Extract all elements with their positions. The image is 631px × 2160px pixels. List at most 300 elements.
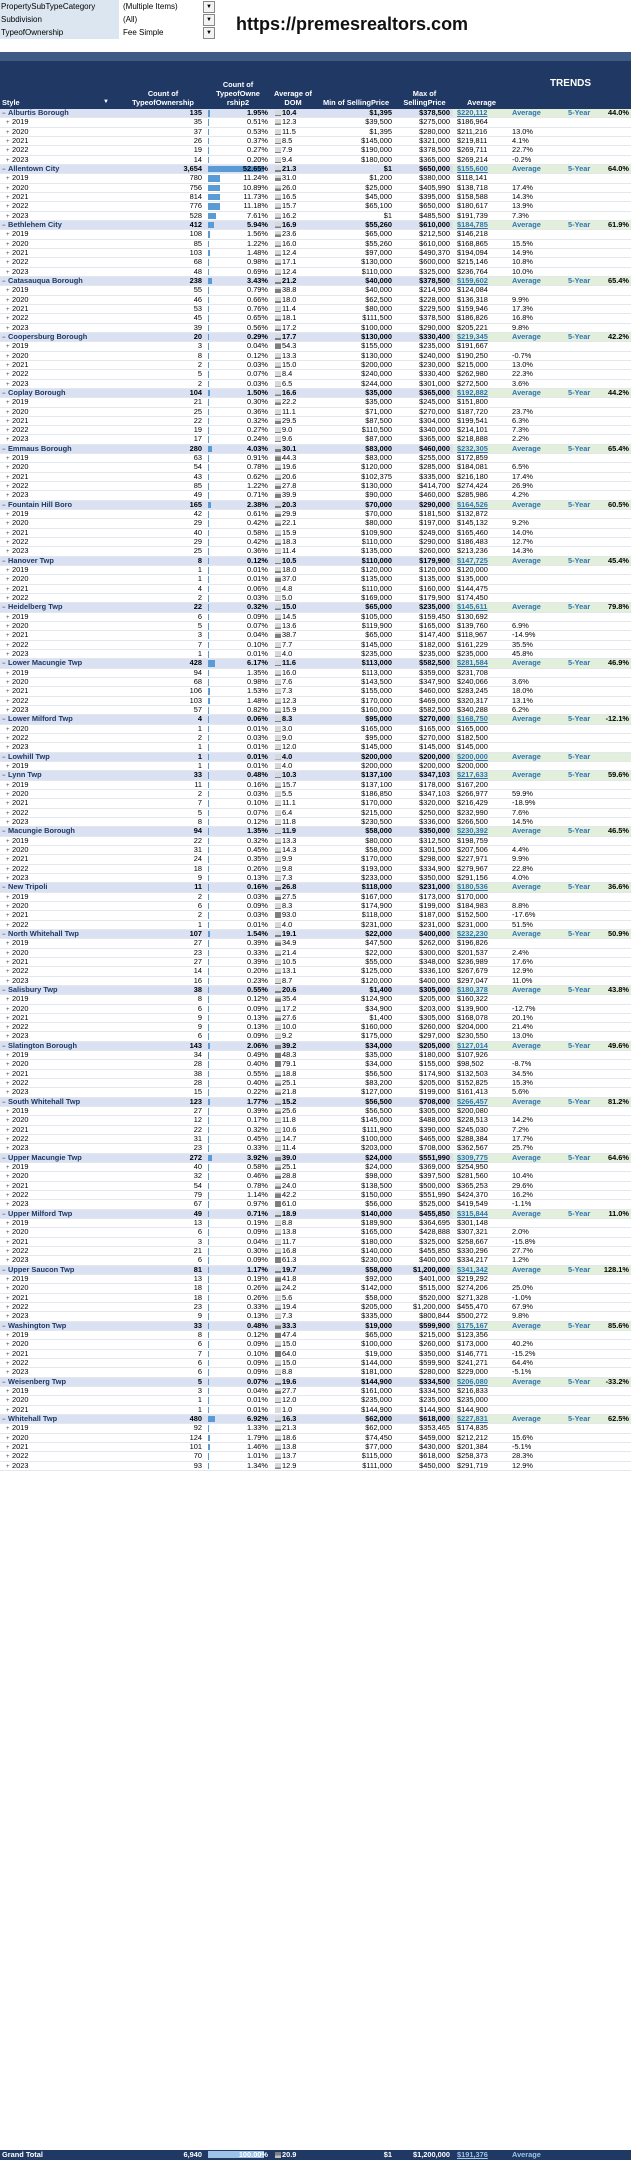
year-cell[interactable]: [0, 1275, 120, 1283]
year-cell[interactable]: [0, 286, 120, 294]
expand-toggle-icon[interactable]: +: [6, 493, 10, 500]
year-cell[interactable]: [0, 380, 120, 388]
group-average[interactable]: $184,785: [453, 221, 510, 229]
year-cell[interactable]: [0, 575, 120, 583]
expand-toggle-icon[interactable]: +: [6, 400, 10, 407]
expand-toggle-icon[interactable]: +: [6, 819, 10, 826]
group-style-cell[interactable]: [0, 389, 120, 397]
expand-toggle-icon[interactable]: +: [6, 185, 10, 192]
expand-toggle-icon[interactable]: +: [6, 1062, 10, 1069]
year-cell[interactable]: [0, 1219, 120, 1227]
expand-toggle-icon[interactable]: +: [6, 540, 10, 547]
year-cell[interactable]: [0, 398, 120, 406]
year-cell[interactable]: [0, 1023, 120, 1031]
collapse-toggle-icon[interactable]: −: [2, 222, 6, 229]
collapse-toggle-icon[interactable]: −: [2, 754, 6, 761]
expand-toggle-icon[interactable]: +: [6, 250, 10, 257]
expand-toggle-icon[interactable]: +: [6, 1202, 10, 1209]
group-style-cell[interactable]: [0, 557, 120, 565]
year-cell[interactable]: [0, 146, 120, 154]
expand-toggle-icon[interactable]: +: [6, 269, 10, 276]
expand-toggle-icon[interactable]: +: [6, 708, 10, 714]
expand-toggle-icon[interactable]: +: [6, 586, 10, 593]
expand-toggle-icon[interactable]: +: [6, 689, 10, 696]
expand-toggle-icon[interactable]: +: [6, 1388, 10, 1395]
year-cell[interactable]: [0, 258, 120, 266]
expand-toggle-icon[interactable]: +: [6, 1249, 10, 1256]
group-style-cell[interactable]: [0, 715, 120, 723]
expand-toggle-icon[interactable]: +: [6, 568, 10, 575]
expand-toggle-icon[interactable]: +: [6, 1351, 10, 1358]
expand-toggle-icon[interactable]: +: [6, 922, 10, 929]
filter-value[interactable]: [119, 26, 212, 39]
group-average[interactable]: $180,536: [453, 883, 510, 891]
expand-toggle-icon[interactable]: +: [6, 894, 10, 901]
year-cell[interactable]: [0, 1424, 120, 1432]
year-cell[interactable]: [0, 1247, 120, 1255]
year-cell[interactable]: [0, 1200, 120, 1208]
year-cell[interactable]: [0, 949, 120, 957]
expand-toggle-icon[interactable]: +: [6, 1277, 10, 1284]
year-cell[interactable]: [0, 1331, 120, 1339]
group-style-cell[interactable]: [0, 771, 120, 779]
year-cell[interactable]: [0, 837, 120, 845]
expand-toggle-icon[interactable]: +: [6, 325, 10, 332]
collapse-toggle-icon[interactable]: −: [2, 829, 6, 836]
year-cell[interactable]: [0, 687, 120, 695]
group-average[interactable]: $127,014: [453, 1042, 510, 1050]
group-style-cell[interactable]: [0, 109, 120, 117]
expand-toggle-icon[interactable]: +: [6, 1435, 10, 1442]
expand-toggle-icon[interactable]: +: [6, 409, 10, 416]
expand-toggle-icon[interactable]: +: [6, 670, 10, 677]
year-cell[interactable]: [0, 1182, 120, 1190]
expand-toggle-icon[interactable]: +: [6, 1305, 10, 1311]
expand-toggle-icon[interactable]: +: [6, 810, 10, 817]
collapse-toggle-icon[interactable]: −: [2, 1099, 6, 1106]
year-cell[interactable]: [0, 473, 120, 481]
expand-toggle-icon[interactable]: +: [6, 1286, 10, 1293]
year-cell[interactable]: [0, 1387, 120, 1395]
expand-toggle-icon[interactable]: +: [6, 1165, 10, 1172]
collapse-toggle-icon[interactable]: −: [2, 1416, 6, 1423]
group-style-cell[interactable]: [0, 659, 120, 667]
year-cell[interactable]: [0, 743, 120, 751]
expand-toggle-icon[interactable]: +: [6, 1230, 10, 1237]
year-cell[interactable]: [0, 1452, 120, 1460]
year-cell[interactable]: [0, 249, 120, 257]
expand-toggle-icon[interactable]: +: [6, 596, 10, 603]
expand-toggle-icon[interactable]: +: [6, 1183, 10, 1190]
group-average[interactable]: $232,305: [453, 445, 510, 453]
expand-toggle-icon[interactable]: +: [6, 969, 10, 976]
expand-toggle-icon[interactable]: +: [6, 418, 10, 425]
year-cell[interactable]: [0, 650, 120, 658]
year-cell[interactable]: [0, 566, 120, 574]
year-cell[interactable]: [0, 361, 120, 369]
expand-toggle-icon[interactable]: +: [6, 194, 10, 201]
group-style-cell[interactable]: [0, 753, 120, 761]
expand-toggle-icon[interactable]: +: [6, 1006, 10, 1013]
year-cell[interactable]: [0, 212, 120, 220]
year-cell[interactable]: [0, 463, 120, 471]
year-cell[interactable]: [0, 1443, 120, 1451]
expand-toggle-icon[interactable]: +: [6, 791, 10, 798]
expand-toggle-icon[interactable]: +: [6, 1370, 10, 1377]
filter-value[interactable]: [119, 0, 212, 13]
expand-toggle-icon[interactable]: +: [6, 1314, 10, 1321]
year-cell[interactable]: [0, 902, 120, 910]
expand-toggle-icon[interactable]: +: [6, 1146, 10, 1153]
year-cell[interactable]: [0, 1172, 120, 1180]
expand-toggle-icon[interactable]: +: [6, 633, 10, 640]
collapse-toggle-icon[interactable]: −: [2, 278, 6, 285]
expand-toggle-icon[interactable]: +: [6, 1034, 10, 1041]
year-cell[interactable]: [0, 790, 120, 798]
expand-toggle-icon[interactable]: +: [6, 1398, 10, 1405]
expand-toggle-icon[interactable]: +: [6, 866, 10, 873]
year-cell[interactable]: [0, 1284, 120, 1292]
expand-toggle-icon[interactable]: +: [6, 735, 10, 742]
collapse-toggle-icon[interactable]: −: [2, 605, 6, 612]
year-cell[interactable]: [0, 193, 120, 201]
year-cell[interactable]: [0, 1238, 120, 1246]
collapse-toggle-icon[interactable]: −: [2, 717, 6, 724]
expand-toggle-icon[interactable]: +: [6, 353, 10, 360]
year-cell[interactable]: [0, 519, 120, 527]
collapse-toggle-icon[interactable]: −: [2, 446, 6, 453]
year-cell[interactable]: [0, 314, 120, 322]
year-cell[interactable]: [0, 855, 120, 863]
group-average[interactable]: $281,584: [453, 659, 510, 667]
filter-dropdown-icon[interactable]: ▼: [203, 27, 215, 39]
expand-toggle-icon[interactable]: +: [6, 288, 10, 295]
year-cell[interactable]: [0, 1070, 120, 1078]
year-cell[interactable]: [0, 1256, 120, 1264]
year-cell[interactable]: [0, 939, 120, 947]
expand-toggle-icon[interactable]: +: [6, 997, 10, 1004]
year-cell[interactable]: [0, 613, 120, 621]
expand-toggle-icon[interactable]: +: [6, 1053, 10, 1060]
expand-toggle-icon[interactable]: +: [6, 941, 10, 948]
expand-toggle-icon[interactable]: +: [6, 838, 10, 845]
year-cell[interactable]: [0, 1228, 120, 1236]
year-cell[interactable]: [0, 781, 120, 789]
expand-toggle-icon[interactable]: +: [6, 1295, 10, 1302]
expand-toggle-icon[interactable]: +: [6, 213, 10, 220]
year-cell[interactable]: [0, 240, 120, 248]
group-average[interactable]: $341,342: [453, 1266, 510, 1274]
collapse-toggle-icon[interactable]: −: [2, 1211, 6, 1218]
expand-toggle-icon[interactable]: +: [6, 521, 10, 528]
year-cell[interactable]: [0, 1462, 120, 1470]
expand-toggle-icon[interactable]: +: [6, 745, 10, 752]
filter-dropdown-icon[interactable]: ▼: [203, 14, 215, 26]
expand-toggle-icon[interactable]: +: [6, 530, 10, 537]
group-style-cell[interactable]: [0, 445, 120, 453]
year-cell[interactable]: [0, 594, 120, 602]
group-average[interactable]: $266,457: [453, 1098, 510, 1106]
collapse-toggle-icon[interactable]: −: [2, 334, 6, 341]
expand-toggle-icon[interactable]: +: [6, 577, 10, 584]
collapse-toggle-icon[interactable]: −: [2, 1043, 6, 1050]
year-cell[interactable]: [0, 538, 120, 546]
year-cell[interactable]: [0, 995, 120, 1003]
expand-toggle-icon[interactable]: +: [6, 241, 10, 248]
collapse-toggle-icon[interactable]: −: [2, 931, 6, 938]
expand-toggle-icon[interactable]: +: [6, 1127, 10, 1134]
year-cell[interactable]: [0, 370, 120, 378]
group-average[interactable]: $145,611: [453, 603, 510, 611]
year-cell[interactable]: [0, 809, 120, 817]
expand-toggle-icon[interactable]: +: [6, 549, 10, 556]
group-style-cell[interactable]: [0, 603, 120, 611]
collapse-toggle-icon[interactable]: −: [2, 1267, 6, 1274]
expand-toggle-icon[interactable]: +: [6, 614, 10, 621]
expand-toggle-icon[interactable]: +: [6, 428, 10, 435]
group-average[interactable]: $230,392: [453, 827, 510, 835]
year-cell[interactable]: [0, 1406, 120, 1414]
year-cell[interactable]: [0, 762, 120, 770]
expand-toggle-icon[interactable]: +: [6, 1360, 10, 1367]
collapse-toggle-icon[interactable]: −: [2, 558, 6, 565]
group-average[interactable]: $227,831: [453, 1415, 510, 1423]
year-cell[interactable]: [0, 352, 120, 360]
year-cell[interactable]: [0, 911, 120, 919]
expand-toggle-icon[interactable]: +: [6, 362, 10, 369]
header-style[interactable]: Style: [2, 98, 20, 107]
group-style-cell[interactable]: [0, 930, 120, 938]
year-cell[interactable]: [0, 977, 120, 985]
year-cell[interactable]: [0, 137, 120, 145]
year-cell[interactable]: [0, 1079, 120, 1087]
collapse-toggle-icon[interactable]: −: [2, 773, 6, 780]
group-style-cell[interactable]: [0, 1378, 120, 1386]
expand-toggle-icon[interactable]: +: [6, 260, 10, 267]
year-cell[interactable]: [0, 1340, 120, 1348]
year-cell[interactable]: [0, 706, 120, 714]
collapse-toggle-icon[interactable]: −: [2, 987, 6, 994]
year-cell[interactable]: [0, 1116, 120, 1124]
year-cell[interactable]: [0, 202, 120, 210]
group-style-cell[interactable]: [0, 277, 120, 285]
collapse-toggle-icon[interactable]: −: [2, 1323, 6, 1330]
year-cell[interactable]: [0, 1359, 120, 1367]
year-cell[interactable]: [0, 426, 120, 434]
year-cell[interactable]: [0, 305, 120, 313]
expand-toggle-icon[interactable]: +: [6, 456, 10, 463]
group-style-cell[interactable]: [0, 1210, 120, 1218]
expand-toggle-icon[interactable]: +: [6, 316, 10, 323]
expand-toggle-icon[interactable]: +: [6, 652, 10, 659]
expand-toggle-icon[interactable]: +: [6, 474, 10, 481]
group-average[interactable]: $206,080: [453, 1378, 510, 1386]
expand-toggle-icon[interactable]: +: [6, 1332, 10, 1339]
group-average[interactable]: $309,775: [453, 1154, 510, 1162]
year-cell[interactable]: [0, 631, 120, 639]
expand-toggle-icon[interactable]: +: [6, 306, 10, 313]
year-cell[interactable]: [0, 1144, 120, 1152]
year-cell[interactable]: [0, 1051, 120, 1059]
expand-toggle-icon[interactable]: +: [6, 1109, 10, 1116]
year-cell[interactable]: [0, 529, 120, 537]
expand-toggle-icon[interactable]: +: [6, 875, 10, 882]
expand-toggle-icon[interactable]: +: [6, 642, 10, 649]
expand-toggle-icon[interactable]: +: [6, 1239, 10, 1246]
year-cell[interactable]: [0, 408, 120, 416]
group-average[interactable]: $159,602: [453, 277, 510, 285]
expand-toggle-icon[interactable]: +: [6, 1221, 10, 1228]
expand-toggle-icon[interactable]: +: [6, 782, 10, 789]
expand-toggle-icon[interactable]: +: [6, 120, 10, 127]
expand-toggle-icon[interactable]: +: [6, 437, 10, 444]
expand-toggle-icon[interactable]: +: [6, 680, 10, 687]
expand-toggle-icon[interactable]: +: [6, 1342, 10, 1349]
expand-toggle-icon[interactable]: +: [6, 138, 10, 145]
year-cell[interactable]: [0, 669, 120, 677]
year-cell[interactable]: [0, 1434, 120, 1442]
expand-toggle-icon[interactable]: +: [6, 297, 10, 304]
expand-toggle-icon[interactable]: +: [6, 129, 10, 136]
expand-toggle-icon[interactable]: +: [6, 1258, 10, 1265]
group-style-cell[interactable]: [0, 1098, 120, 1106]
expand-toggle-icon[interactable]: +: [6, 1015, 10, 1022]
group-average[interactable]: $192,882: [453, 389, 510, 397]
year-cell[interactable]: [0, 1303, 120, 1311]
expand-toggle-icon[interactable]: +: [6, 1025, 10, 1032]
expand-toggle-icon[interactable]: +: [6, 698, 10, 705]
group-style-cell[interactable]: [0, 501, 120, 509]
expand-toggle-icon[interactable]: +: [6, 232, 10, 239]
year-cell[interactable]: [0, 510, 120, 518]
expand-toggle-icon[interactable]: +: [6, 1444, 10, 1451]
year-cell[interactable]: [0, 1060, 120, 1068]
expand-toggle-icon[interactable]: +: [6, 1090, 10, 1097]
filter-value[interactable]: [119, 13, 212, 26]
expand-toggle-icon[interactable]: +: [6, 847, 10, 854]
column-filter-icon[interactable]: ▼: [103, 99, 109, 105]
group-average[interactable]: $217,633: [453, 771, 510, 779]
group-style-cell[interactable]: [0, 1415, 120, 1423]
collapse-toggle-icon[interactable]: −: [2, 502, 6, 509]
year-cell[interactable]: [0, 1135, 120, 1143]
expand-toggle-icon[interactable]: +: [6, 484, 10, 491]
year-cell[interactable]: [0, 268, 120, 276]
year-cell[interactable]: [0, 697, 120, 705]
group-average[interactable]: $147,725: [453, 557, 510, 565]
year-cell[interactable]: [0, 491, 120, 499]
group-average[interactable]: $175,167: [453, 1322, 510, 1330]
expand-toggle-icon[interactable]: +: [6, 1137, 10, 1144]
expand-toggle-icon[interactable]: +: [6, 381, 10, 388]
year-cell[interactable]: [0, 725, 120, 733]
expand-toggle-icon[interactable]: +: [6, 1118, 10, 1125]
year-cell[interactable]: [0, 1107, 120, 1115]
collapse-toggle-icon[interactable]: −: [2, 661, 6, 668]
collapse-toggle-icon[interactable]: −: [2, 1379, 6, 1386]
collapse-toggle-icon[interactable]: −: [2, 885, 6, 892]
group-style-cell[interactable]: [0, 883, 120, 891]
expand-toggle-icon[interactable]: +: [6, 726, 10, 733]
expand-toggle-icon[interactable]: +: [6, 157, 10, 164]
expand-toggle-icon[interactable]: +: [6, 950, 10, 957]
group-average[interactable]: $164,526: [453, 501, 510, 509]
year-cell[interactable]: [0, 622, 120, 630]
year-cell[interactable]: [0, 1005, 120, 1013]
year-cell[interactable]: [0, 1126, 120, 1134]
year-cell[interactable]: [0, 818, 120, 826]
group-average[interactable]: $220,112: [453, 109, 510, 117]
year-cell[interactable]: [0, 547, 120, 555]
year-cell[interactable]: [0, 230, 120, 238]
filter-dropdown-icon[interactable]: ▼: [203, 1, 215, 13]
expand-toggle-icon[interactable]: +: [6, 1407, 10, 1414]
group-average[interactable]: $168,750: [453, 715, 510, 723]
expand-toggle-icon[interactable]: +: [6, 465, 10, 472]
group-average[interactable]: $232,230: [453, 930, 510, 938]
year-cell[interactable]: [0, 799, 120, 807]
year-cell[interactable]: [0, 585, 120, 593]
expand-toggle-icon[interactable]: +: [6, 1193, 10, 1200]
year-cell[interactable]: [0, 1350, 120, 1358]
expand-toggle-icon[interactable]: +: [6, 1081, 10, 1088]
year-cell[interactable]: [0, 958, 120, 966]
year-cell[interactable]: [0, 296, 120, 304]
year-cell[interactable]: [0, 118, 120, 126]
expand-toggle-icon[interactable]: +: [6, 1426, 10, 1433]
year-cell[interactable]: [0, 435, 120, 443]
year-cell[interactable]: [0, 1396, 120, 1404]
group-style-cell[interactable]: [0, 333, 120, 341]
year-cell[interactable]: [0, 734, 120, 742]
year-cell[interactable]: [0, 865, 120, 873]
expand-toggle-icon[interactable]: +: [6, 1174, 10, 1181]
group-style-cell[interactable]: [0, 827, 120, 835]
group-style-cell[interactable]: [0, 1042, 120, 1050]
group-style-cell[interactable]: [0, 1322, 120, 1330]
expand-toggle-icon[interactable]: +: [6, 801, 10, 808]
collapse-toggle-icon[interactable]: −: [2, 1155, 6, 1162]
group-style-cell[interactable]: [0, 986, 120, 994]
year-cell[interactable]: [0, 324, 120, 332]
year-cell[interactable]: [0, 846, 120, 854]
expand-toggle-icon[interactable]: +: [6, 176, 10, 183]
expand-toggle-icon[interactable]: +: [6, 204, 10, 211]
expand-toggle-icon[interactable]: +: [6, 903, 10, 910]
expand-toggle-icon[interactable]: +: [6, 372, 10, 379]
year-cell[interactable]: [0, 1088, 120, 1096]
year-cell[interactable]: [0, 454, 120, 462]
collapse-toggle-icon[interactable]: −: [2, 111, 6, 117]
group-average[interactable]: $155,600: [453, 165, 510, 173]
group-average[interactable]: $315,844: [453, 1210, 510, 1218]
group-style-cell[interactable]: [0, 1266, 120, 1274]
year-cell[interactable]: [0, 641, 120, 649]
year-cell[interactable]: [0, 893, 120, 901]
year-cell[interactable]: [0, 921, 120, 929]
expand-toggle-icon[interactable]: +: [6, 857, 10, 864]
expand-toggle-icon[interactable]: +: [6, 763, 10, 770]
year-cell[interactable]: [0, 1294, 120, 1302]
year-cell[interactable]: [0, 1163, 120, 1171]
year-cell[interactable]: [0, 482, 120, 490]
group-style-cell[interactable]: [0, 165, 120, 173]
expand-toggle-icon[interactable]: +: [6, 1454, 10, 1461]
expand-toggle-icon[interactable]: +: [6, 148, 10, 155]
year-cell[interactable]: [0, 1032, 120, 1040]
year-cell[interactable]: [0, 174, 120, 182]
year-cell[interactable]: [0, 128, 120, 136]
